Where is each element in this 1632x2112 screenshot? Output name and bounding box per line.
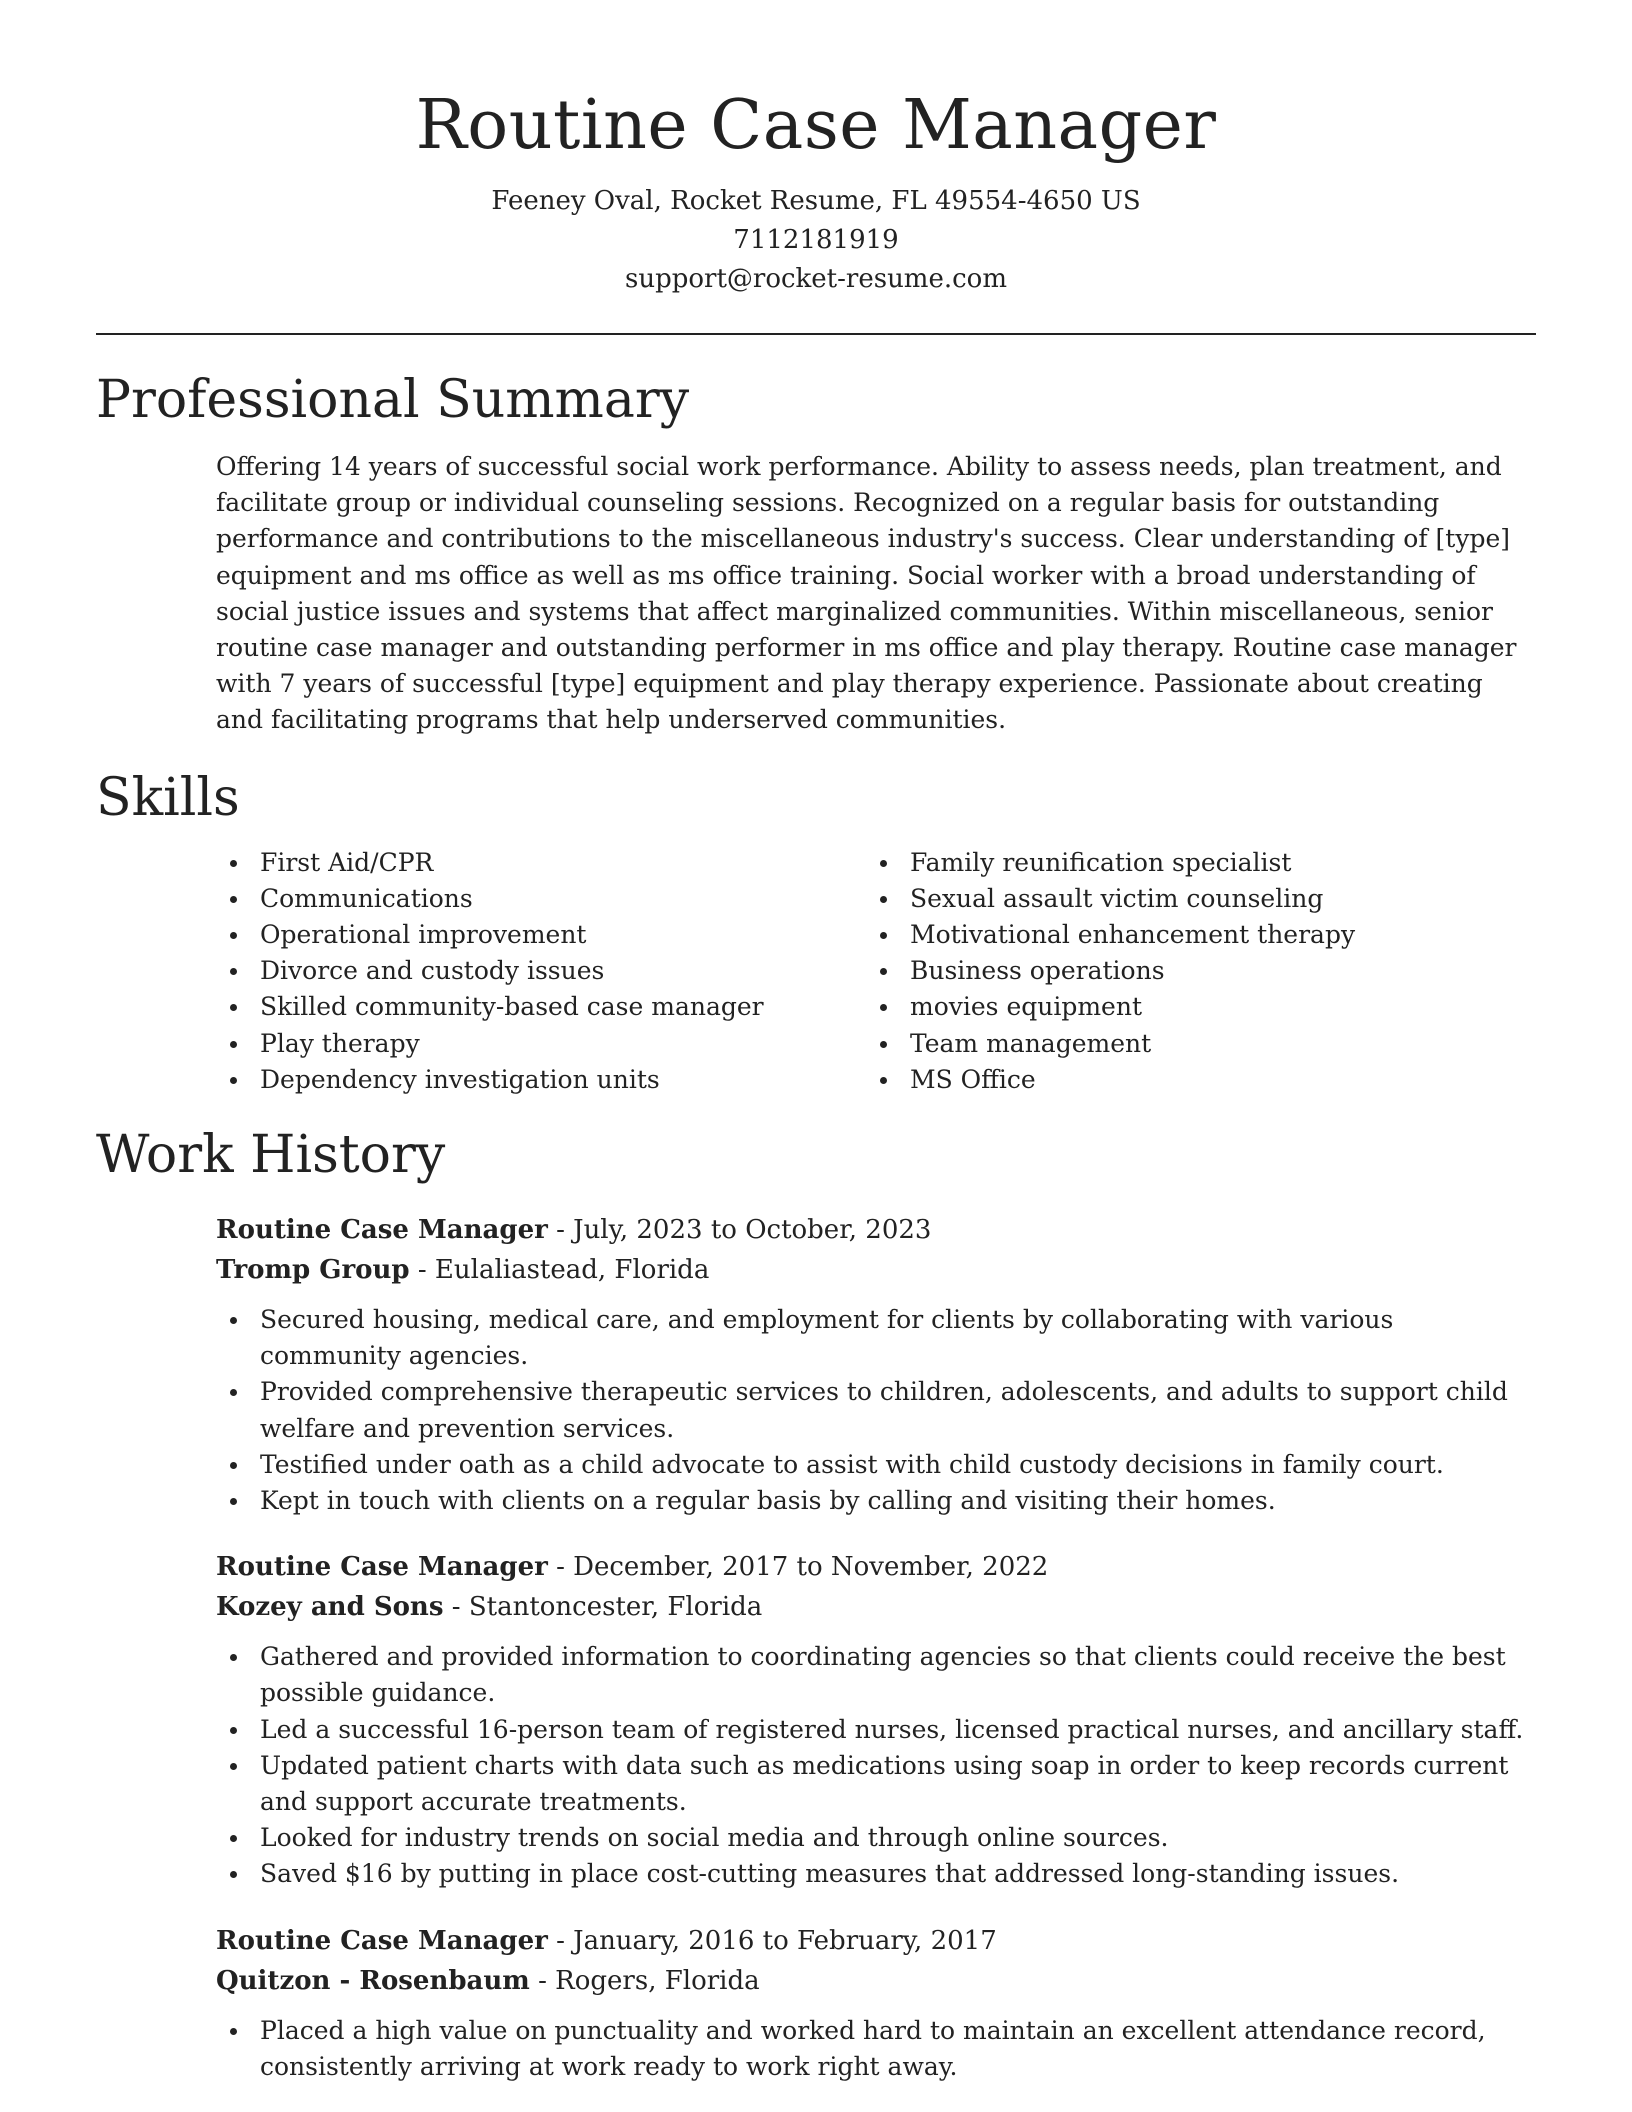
skill-item: Motivational enhancement therapy bbox=[866, 917, 1466, 953]
job-separator: - bbox=[547, 1925, 574, 1956]
job-dates: July, 2023 to October, 2023 bbox=[573, 1215, 932, 1246]
job-duty-item: Kept in touch with clients on a regular basis by calling and visiting their homes. bbox=[216, 1483, 1536, 1519]
job-duty-item: Placed a high value on punctuality and worked hard to maintain an excellent attendance record, consistently arriving at work ready to work right away. bbox=[216, 2013, 1536, 2085]
contact-block bbox=[96, 182, 1536, 299]
job-company-line bbox=[216, 1961, 1536, 2001]
job-title-line bbox=[216, 1210, 1536, 1250]
summary-text: Offering 14 years of successful social work performance. Ability to assess needs, plan treatment, and facilitate group or individual counseling sessions. Recognized on a regular basis for outstanding performance and contributions to the miscellaneous industry's success. Clear understanding of [type] equipment and ms office as well as ms office training. Social worker with a broad understanding of social justice issues and systems that affect marginalized communities. Within miscellaneous, senior routine case manager and outstanding performer in ms office and play therapy. Routine case manager with 7 years of successful [type] equipment and play therapy experience. Passionate about creating and facilitating programs that help underserved communities. bbox=[216, 452, 1517, 735]
work-history-heading: Work History bbox=[96, 1125, 446, 1186]
skills-heading: Skills bbox=[96, 767, 240, 828]
skill-item: Business operations bbox=[866, 953, 1466, 989]
candidate-name: Routine Case Manager bbox=[415, 86, 1217, 165]
job-duty-item: Looked for industry trends on social media and through online sources. bbox=[216, 1820, 1536, 1856]
job-duty-item: Gathered and provided information to coordinating agencies so that clients could receive the best possible guidance. bbox=[216, 1639, 1536, 1711]
job-duty-item: Saved $16 by putting in place cost-cutting measures that addressed long-standing issues. bbox=[216, 1856, 1536, 1892]
job-title-line bbox=[216, 1921, 1536, 1961]
job-company: Tromp Group bbox=[216, 1255, 410, 1286]
skills-column-right bbox=[866, 845, 1466, 1098]
job-location: Eulaliastead, Florida bbox=[434, 1255, 710, 1286]
skill-item: Divorce and custody issues bbox=[216, 953, 866, 989]
job-duty-item: Led a successful 16-person team of registered nurses, licensed practical nurses, and ancillary staff. bbox=[216, 1712, 1536, 1748]
contact-email: support@rocket-resume.com bbox=[624, 264, 1007, 294]
skills-list bbox=[96, 845, 1536, 1098]
skill-item: Team management bbox=[866, 1026, 1466, 1062]
job-title: Routine Case Manager bbox=[216, 1215, 548, 1246]
job-title: Routine Case Manager bbox=[216, 1925, 548, 1956]
job-entry bbox=[216, 1547, 1536, 1892]
job-separator: - bbox=[409, 1255, 435, 1286]
job-duty-item: Secured housing, medical care, and employment for clients by collaborating with various community agencies. bbox=[216, 1302, 1536, 1374]
resume-header bbox=[96, 0, 1536, 299]
job-separator: - bbox=[547, 1215, 574, 1246]
job-title-line bbox=[216, 1547, 1536, 1587]
job-duty-item: Provided comprehensive therapeutic services to children, adolescents, and adults to support child welfare and prevention services. bbox=[216, 1374, 1536, 1446]
skill-item: Family reunification specialist bbox=[866, 845, 1466, 881]
job-separator: - bbox=[443, 1592, 469, 1623]
job-company: Quitzon - Rosenbaum bbox=[216, 1965, 530, 1996]
job-location: Rogers, Florida bbox=[555, 1965, 760, 1996]
skill-item: Sexual assault victim counseling bbox=[866, 881, 1466, 917]
job-location: Stantoncester, Florida bbox=[468, 1592, 763, 1623]
skill-item: Play therapy bbox=[216, 1026, 866, 1062]
contact-phone: 7112181919 bbox=[733, 225, 899, 255]
job-company-line bbox=[216, 1250, 1536, 1290]
skill-item: Communications bbox=[216, 881, 866, 917]
job-separator: - bbox=[547, 1552, 574, 1583]
skill-item: Operational improvement bbox=[216, 917, 866, 953]
skill-item: Dependency investigation units bbox=[216, 1062, 866, 1098]
job-entry bbox=[216, 1921, 1536, 2085]
summary-heading: Professional Summary bbox=[96, 370, 690, 430]
job-dates: December, 2017 to November, 2022 bbox=[573, 1552, 1049, 1583]
job-company: Kozey and Sons bbox=[216, 1592, 444, 1623]
skill-item: First Aid/CPR bbox=[216, 845, 866, 881]
job-duties-list bbox=[216, 1302, 1536, 1519]
skills-column-left bbox=[216, 845, 866, 1098]
skill-item: movies equipment bbox=[866, 989, 1466, 1025]
skill-item: Skilled community-based case manager bbox=[216, 989, 866, 1025]
header-divider bbox=[96, 333, 1536, 335]
job-entry bbox=[216, 1210, 1536, 1519]
job-company-line bbox=[216, 1587, 1536, 1627]
job-title: Routine Case Manager bbox=[216, 1552, 548, 1583]
job-duties-list bbox=[216, 2013, 1536, 2085]
job-separator: - bbox=[529, 1965, 556, 1996]
job-duty-item: Updated patient charts with data such as medications using soap in order to keep records current and support accurate treatments. bbox=[216, 1748, 1536, 1820]
skill-item: MS Office bbox=[866, 1062, 1466, 1098]
contact-address: Feeney Oval, Rocket Resume, FL 49554-4650 US bbox=[491, 186, 1141, 216]
job-dates: January, 2016 to February, 2017 bbox=[573, 1925, 997, 1956]
job-duty-item: Testified under oath as a child advocate to assist with child custody decisions in family court. bbox=[216, 1447, 1536, 1483]
job-duties-list bbox=[216, 1639, 1536, 1892]
